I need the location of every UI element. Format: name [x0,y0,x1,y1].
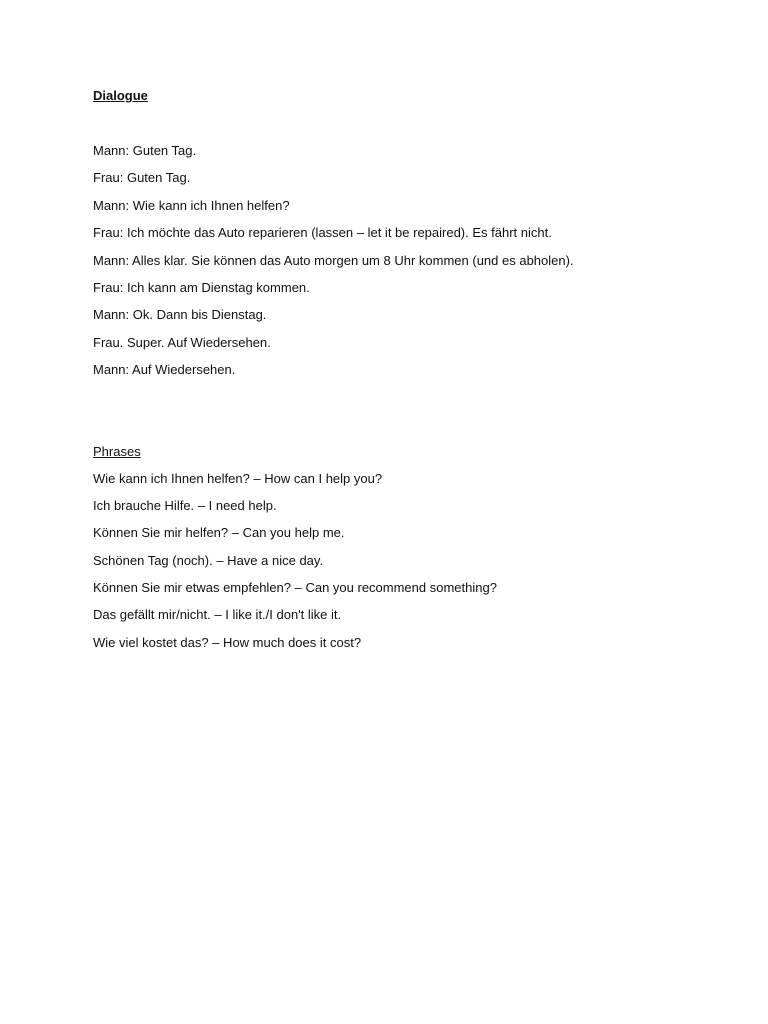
dialogue-line: Frau: Ich kann am Dienstag kommen. [93,279,310,295]
phrase-line: Das gefällt mir/nicht. – I like it./I don't like it. [93,607,342,623]
phrase-line: Können Sie mir helfen? – Can you help me. [93,525,345,541]
dialogue-lines [93,142,713,389]
spacer [93,389,713,443]
phrase-line: Ich brauche Hilfe. – I need help. [93,497,277,513]
dialogue-line: Mann: Auf Wiedersehen. [93,362,236,378]
phrase-line: Wie kann ich Ihnen helfen? – How can I help you? [93,470,383,486]
dialogue-line: Frau: Ich möchte das Auto reparieren (lassen – let it be repaired). Es fährt nicht. [93,225,552,241]
phrase-line: Können Sie mir etwas empfehlen? – Can you recommend something? [93,580,497,596]
phrase-line: Schönen Tag (noch). – Have a nice day. [93,552,324,568]
dialogue-line: Mann: Wie kann ich Ihnen helfen? [93,197,290,213]
document-content [93,87,713,661]
dialogue-line: Frau: Guten Tag. [93,170,191,186]
spacer [93,104,713,142]
dialogue-line: Mann: Guten Tag. [93,143,197,158]
phrases-lines [93,470,713,662]
dialogue-line: Mann: Alles klar. Sie können das Auto morgen um 8 Uhr kommen (und es abholen). [93,252,574,268]
phrase-line: Wie viel kostet das? – How much does it cost? [93,634,362,650]
dialogue-line: Frau. Super. Auf Wiedersehen. [93,334,271,350]
dialogue-line: Mann: Ok. Dann bis Dienstag. [93,307,267,323]
spacer [93,460,713,470]
phrases-heading: Phrases [93,443,141,459]
dialogue-heading: Dialogue [93,88,148,103]
